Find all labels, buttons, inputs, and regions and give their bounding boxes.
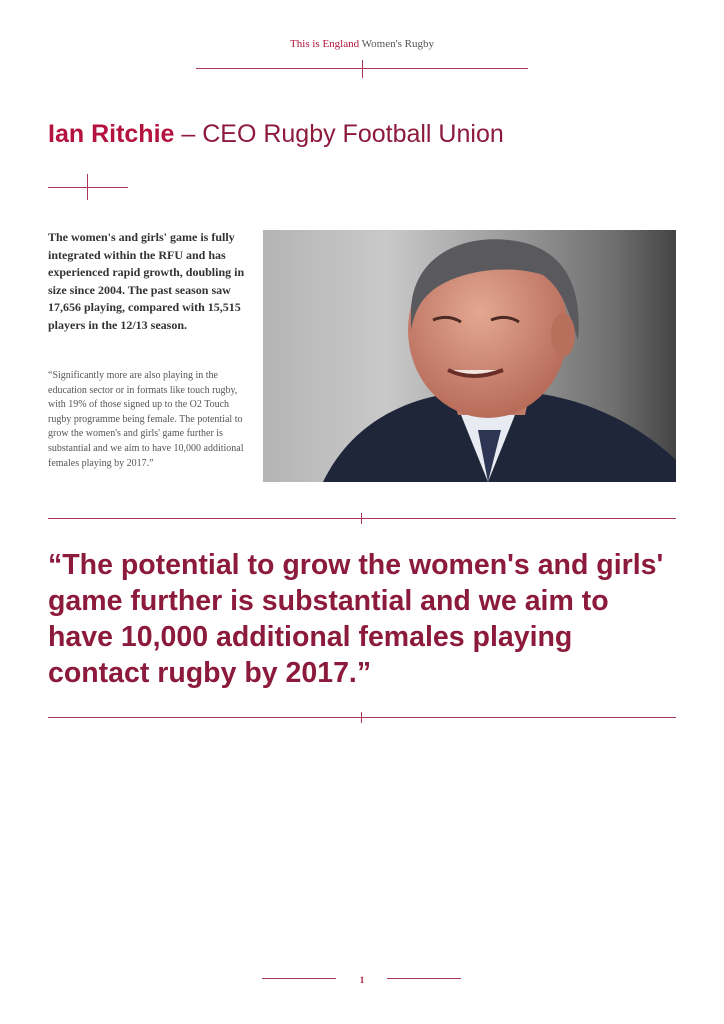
pullquote-top-rule — [48, 518, 676, 519]
page-number: 1 — [359, 975, 365, 985]
title-name: Ian Ritchie — [48, 120, 175, 148]
portrait-photo — [263, 230, 676, 482]
title-rule — [48, 187, 128, 188]
pullquote-top-tick — [361, 513, 362, 524]
page-title — [48, 120, 504, 149]
portrait-illustration — [263, 230, 676, 482]
pull-quote: “The potential to grow the women's and girls' game further is substantial and we aim to have 10,000 additional females playing contact rugby by 2017.” — [48, 549, 664, 689]
title-role: – CEO Rugby Football Union — [174, 120, 504, 148]
footer-rule-left — [262, 978, 336, 979]
intro-paragraph: The women's and girls' game is fully integrated within the RFU and has experienced rapid growth, doubling in size since 2004. The past season saw 17,656 playing, compared with 15,515 players in the 12/13 season. — [48, 230, 245, 332]
pullquote-bottom-tick — [361, 712, 362, 723]
header-rule-tick — [362, 60, 363, 78]
pullquote-bottom-rule — [48, 717, 676, 718]
header-rest: Women's Rugby — [359, 38, 434, 50]
running-header — [0, 38, 724, 50]
header-accent: This is England — [290, 38, 360, 50]
body-quote: “Significantly more are also playing in the education sector or in formats like touch rugby, with 19% of those signed up to the O2 Touch rugby programme being female. The potential to grow the women's and girls' game further is substantial and we aim to have 10,000 additional females playing by 2017.” — [48, 370, 244, 469]
footer-rule-right — [387, 978, 461, 979]
title-rule-tick — [87, 174, 88, 200]
